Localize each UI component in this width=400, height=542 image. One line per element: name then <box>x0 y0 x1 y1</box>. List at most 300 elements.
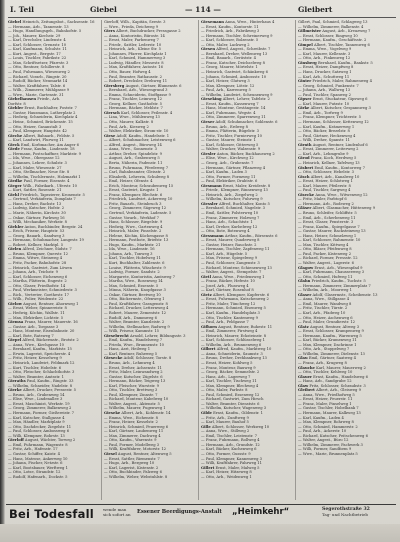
entry-text: — Otto, Tischler, Kantenweg 9 <box>201 315 259 320</box>
entry-surname: Giebel <box>8 20 22 24</box>
entry-text: Friedr., Arb. <box>37 97 61 102</box>
entry-text: — Johann, Fischer, Netzstr. 6 <box>8 461 63 466</box>
entry-text: — Ernst, Zimmerer, Leiterweg 2 <box>298 147 359 152</box>
entry-text: — Emma, Plätterin, Bügelstr. 3 <box>201 129 259 134</box>
entry-surname: Ginter <box>298 79 312 84</box>
directory-column-2 <box>104 20 195 502</box>
entry-text: — Otto, Arb., Stoppelweg 7 <box>298 347 350 352</box>
entry-surname: Gisch <box>298 174 310 179</box>
entry-text: — Karl, Maurer, Bauhof 5 <box>201 420 249 425</box>
entry-text: — Louis, Tischler, Fabrikstr. 22 <box>8 56 67 61</box>
entry-text: Gierloff, Wilh., Kapitän, Seestr. 3 <box>104 20 166 24</box>
entry-text: — Max, Klempner, Lötstr. 12 <box>201 83 255 88</box>
directory-column-1 <box>8 20 98 502</box>
entry-text: — Karl, Schlosser, Bolzenstr. 5 <box>201 38 259 43</box>
entry-text: Friedrich, Tapezierer, Kronenstr. 5 <box>20 192 85 197</box>
entry-text: — Karl, Drechsler, Lindenstr. 4 <box>8 38 66 43</box>
directory-column-3 <box>201 20 292 502</box>
entry-surname: Gillmeister <box>298 29 322 34</box>
entry-text: — Otto, Maurer, Kalkstr. 8 <box>104 120 154 125</box>
entry-text: — Hans, Drucker, Satzweg 1 <box>298 70 352 75</box>
entry-text: — Emil, Heizer, Ofenstr. 4 <box>104 179 153 184</box>
entry-text: Anna, Wwe., Hinterhaus 4 <box>225 20 275 24</box>
entry-surname: Giesecke <box>104 356 123 361</box>
entry-text: — Heinrich, Arb., Kleine Str. 5 <box>104 47 161 52</box>
entry-surname: Gifhorn <box>201 324 217 329</box>
entry-text: — Hermann, Schmied, Eisenweg 5 <box>201 306 266 311</box>
entry-surname: Giesler <box>201 151 216 156</box>
entry-text: — Karl, Kaufmann, Schulstr. 11 <box>8 47 67 52</box>
entry-text: — Karl, Arb., Pfadweg 10 <box>298 311 346 315</box>
entry-text: — Karl, Heizer, Hitzeweg 8 <box>201 470 252 475</box>
entry-text: — Franz, Kaufm., Spiegelgasse 7 <box>298 224 360 229</box>
entry-text: — Erich, Friseur, Hauptstr. 53 <box>8 229 65 234</box>
entry-surname: Glau <box>298 356 308 361</box>
entry-text: — Otto, Arb., Weidenweg 1 <box>201 474 252 479</box>
entry-text: — Frieda, Wwe., Brunnenstr. 10 <box>104 342 165 347</box>
entry-text: — Robert, Maurer, Zementstr. 12 <box>104 311 167 315</box>
entry-text: Anton, Buchbinder, Bergstr. 24 <box>24 224 83 229</box>
entry-text: — Emil, Maurer, Wandweg 8 <box>298 301 352 306</box>
entry-text: — Kurt, Sattler, Rosenstr. 21 <box>8 188 62 193</box>
entry-text: Anna, Wwe., Witwenweg 12 <box>315 192 368 197</box>
entry-text: — Fritz, Tischler, Türstr. 2 <box>298 306 348 311</box>
entry-text: Heinrich, Zeitungsbot., Sachsenstr. 16 <box>22 20 95 24</box>
entry-text: Emil, Korbmacher, Am Anger 6 <box>20 142 79 147</box>
entry-text: — Ernst, Gastwirt, Krugstr. 1 <box>104 188 159 193</box>
entry-text: — Otto, Bläser, Pfeifenweg 8 <box>298 247 352 252</box>
entry-text: — Paul, Beamter, Rathausstr. 2 <box>104 74 163 79</box>
entry-text: — Richard, Kutscher, Peitschenweg 6 <box>298 433 368 438</box>
entry-text: — Bernhard, Schmied, Nagelstr. 3 <box>201 206 266 211</box>
entry-text: — Heinrich, Gastwirt, Schänkweg 6 <box>201 70 268 75</box>
entry-text: — Otto, Glaser, Friedhofstr. 14 <box>8 283 66 288</box>
entry-text: — Wilhelm, Zimmerer, Balkenstr. 4 <box>298 24 364 29</box>
entry-text: — Josef, Arb., Flussweg 4 <box>201 283 249 288</box>
entry-text: — Gustav, Arb., Torgasse 3 <box>8 324 59 329</box>
entry-text: — Otto, Buchbinder, Falzweg 6 <box>104 470 162 475</box>
entry-text: — Georg, Zimmerer, Balkenweg 2 <box>8 406 72 411</box>
entry-surname: Gieger <box>8 183 22 188</box>
entry-text: — Paul, Schmied, Essenweg 12 <box>201 392 260 397</box>
entry-text: Ernst, Maler, Malweg 5 <box>215 465 260 470</box>
entry-text: — Otto, Bauer, Hofweg 4 <box>104 70 151 75</box>
entry-text: — Franz, Bäcker, Hefestr. 10 <box>201 279 255 284</box>
entry-text: — Max, Friseur, Spiegelweg 9 <box>201 256 258 261</box>
entry-text: — Franz, Maler, Pinselweg 1 <box>298 401 352 406</box>
entry-text: — Paul, Fuhrmann, Wiesenweg 2 <box>8 70 70 75</box>
entry-text: — Wilhelm, Kutscher, Fuhrweg 9 <box>201 197 263 202</box>
entry-text: — Kurt, Tischler, Hobelstr. 6 <box>8 365 62 370</box>
entry-text: — Ernst, Schlosser, Krampenweg 9 <box>298 329 364 334</box>
entry-text: Ernst, Kaufm., Gildenstr. 1 <box>213 411 263 416</box>
entry-text: — Ludwig, Former, Sandstr. 2 <box>104 270 160 275</box>
entry-text: — Hermann, Arb., Rodeweg 2 <box>298 201 354 206</box>
entry-text: — Heinrich, Schmied, Feuerweg 6 <box>104 424 169 429</box>
advertisement-rule <box>6 504 396 505</box>
entry-text: — Helene, Köchin, Küchengasse 8 <box>104 233 168 238</box>
entry-text: Albert, Bahnarb., Feldstr. 5 <box>23 133 75 138</box>
entry-text: — Richard, Former, Pressstr. 12 <box>298 256 358 261</box>
page-binding-edge <box>0 0 5 542</box>
entry-text: Albert, Arb., Kanalweg 10 <box>310 174 360 179</box>
entry-text: Albert, Buchdrucker, Pressgasse 2 <box>116 29 181 34</box>
entry-text: Gillert, Paul, Schmied, Schlagweg 13 <box>298 20 368 24</box>
entry-text: — Gustav, Maurer, Steinstr. 1 <box>201 138 256 143</box>
entry-text: — Hermann, Bäcker, Teigweg 13 <box>104 379 166 384</box>
entry-text: — Wilhelm, Stellmacher, Radweg 9 <box>104 324 170 329</box>
entry-text: — Otto, Tischler, Brettweg 3 <box>104 388 158 393</box>
entry-text: — Otto, Lotse, Strandstr. 12 <box>8 470 61 475</box>
entry-text: August, Rentner, Lindenhof 6 <box>312 142 368 147</box>
entry-surname: Gläser <box>298 206 312 211</box>
entry-text: — Karl, Schmied, Hammerweg 3 <box>104 56 166 61</box>
entry-text: — Max, Elektriker, Lichtstr. 5 <box>8 315 64 320</box>
entry-text: — Erich, Monteur, Schraubenweg 15 <box>104 183 174 188</box>
entry-text: — Georg, Zimmerer, Sägeweg 12 <box>104 206 167 211</box>
entry-text: — August, Arb., Grabenweg 5 <box>104 156 160 161</box>
entry-text: — Franz, Kutscher, Deichselweg 8 <box>201 60 266 65</box>
entry-surname: Gipser <box>298 97 312 102</box>
entry-surname: Giers <box>104 29 115 34</box>
entry-text: — Wilhelm, Maurer, Fugenweg 1 <box>104 406 166 411</box>
entry-text: — Fritz, Heizer, Kesselweg 9 <box>8 356 62 361</box>
advertisement-headline: Bei Todesfall <box>9 507 94 521</box>
entry-text: Friedrich, Maler, Rahmenweg 4 <box>312 79 372 84</box>
entry-text: Ernst, Kaufm., Handelsweg 6 <box>313 374 368 379</box>
entry-text: — Walter, Angest., Büro 12 <box>298 438 349 443</box>
entry-text: — Paul, Packer, Kistenweg 2 <box>298 251 352 256</box>
entry-text: — Berta, Näherin, Fadenstr. 11 <box>104 160 163 165</box>
entry-text: — Emil, Fuhrmann, Wagenstr. 8 <box>8 442 68 447</box>
entry-text: — Hans, Arb., Schachtstr. 1 <box>201 220 253 225</box>
entry-text: — Ernst, Maschinist, Werkstr. 19 <box>8 401 70 406</box>
entry-surname: Giesemann <box>201 20 224 24</box>
entry-text: — Margarete, Kontoristin, Amtsweg 7 <box>104 274 176 279</box>
entry-text: — Ernst, Fuhrmann, Kutschenweg 2 <box>201 297 269 302</box>
entry-text: — Bruno, Fuhrmann, Pferdeweg 7 <box>104 165 169 170</box>
entry-text: — Robert, Kellner, Marktpl. 5 <box>8 242 64 247</box>
entry-text: — Marie, Näherin, Kirchstr. 30 <box>8 210 66 215</box>
entry-text: — Robert, Drechsler, Drehweg 11 <box>104 79 168 84</box>
entry-surname: Gisbert <box>298 165 314 170</box>
entry-text: — Otto, Stellmacher, Neue Str. 8 <box>8 170 70 175</box>
entry-text: — Johannes, Pfarrer, Kirchplatz 1 <box>104 51 167 56</box>
entry-text: — Minna, Näherin, Knopfgasse 3 <box>104 288 166 293</box>
entry-text: Arthur, Kaufm., Börsenstr. 6 <box>224 233 278 238</box>
entry-text: — Wilhelm, Weber, Webstuhlstr. 8 <box>104 474 168 479</box>
directory-column-4 <box>298 20 394 502</box>
entry-text: Friedrich, Kaufm., Tuchstr. 5 <box>311 279 366 284</box>
entry-surname: Gille <box>201 424 211 429</box>
entry-text: — Otto, Maler, Farbstr. 8 <box>201 388 248 393</box>
entry-text: — Hedwig, Köchin, Wallstr. 11 <box>8 311 65 315</box>
entry-text: — Karl, Maler, Wiesenstr. 27 <box>8 165 62 170</box>
entry-text: — Max, Schmied, Essenstr. 5 <box>104 283 159 288</box>
entry-text: — Anna, Wwe., Kirchgasse 10 <box>8 342 64 347</box>
entry-text: — Lina, Wwe., Mühlenweg 13 <box>104 115 160 120</box>
entry-text: — Ernst, Kaufm., Kontorstr. 11 <box>201 24 259 29</box>
entry-text: — Johannes, Lehrer, Schulstr. 3 <box>8 160 67 165</box>
entry-text: — Bruno, Arb., Grubenweg 14 <box>8 392 65 397</box>
entry-surname: Glaser <box>298 292 312 297</box>
entry-text: — Walter, Angest., Aktenstr. 5 <box>104 401 160 406</box>
entry-text: — Hans, Schlosser, Riegelstr. 9 <box>104 220 163 225</box>
entry-text: Albert, Arb., Gleisweg 9 <box>316 388 361 393</box>
entry-text: — Georg, Kellner, Gasthofstr. 5 <box>104 101 163 106</box>
entry-text: Ernst, Stuckateur, Gipsweg 6 <box>312 97 368 102</box>
entry-text: Fritz, Schlosser, Schraubstr. 3 <box>309 383 366 388</box>
entry-text: — Franz, Arb., Krugweg 8 <box>298 361 347 366</box>
entry-text: August, Wächter, Torweg 2 <box>24 438 76 443</box>
entry-text: — Karl, Tischler, Tischweg 11 <box>201 379 257 384</box>
entry-text: — Paul, Schlosser, Zangenstr. 3 <box>201 260 260 265</box>
entry-text: — Otto, Dachdecker, Ziegelstr. 11 <box>8 424 72 429</box>
entry-text: Ernst, Buchhalter, Poststr. 7 <box>24 106 77 111</box>
entry-text: — Max, Händler, Marktplatz 9 <box>8 420 65 425</box>
entry-text: Albert, Kutscher, Gespannweg 3 <box>310 106 371 111</box>
entry-surname: Giehler <box>8 224 24 229</box>
entry-text: — Walter, Elektriker, Strom-str. 10 <box>104 129 169 134</box>
entry-text: — Franz, Klempner, Trichterstr. 5 <box>298 115 361 120</box>
entry-text: — Walter, Kraftfahrer, Talstr. 6 <box>8 83 66 88</box>
entry-text: — Hugo, Kaufm., Marktstr. 21 <box>104 242 161 247</box>
entry-text: — Paul, Tischler, Spanweg 2 <box>298 92 351 97</box>
entry-text: — Karl, Schlosser, Grenzstr. 10 <box>8 42 67 47</box>
entry-text: — Karl, Kaufm., Handelsplatz 3 <box>201 311 260 315</box>
entry-text: — Walter, Beamter, Kanzleistr. 2 <box>104 320 165 325</box>
entry-text: Adolf, Glasermstr., Scheibenstr. 13 <box>312 292 378 297</box>
entry-text: — Elisabeth, Lehrerin, Schulweg 8 <box>104 174 170 179</box>
entry-surname: Giebler <box>8 106 24 111</box>
entry-text: — Paul, Werkmeister, Schmiedestr. 3 <box>8 288 77 293</box>
entry-text: — Oskar, Gärtner, Parkweg 16 <box>8 215 65 220</box>
entry-surname: Gieraths <box>8 379 26 384</box>
advertisement-address: Segerothstraße 32 <box>322 507 370 512</box>
entry-text: — Paul, Gärtner, Heckenweg 4 <box>298 133 356 138</box>
column-divider <box>198 20 199 500</box>
entry-text: — Wwe., Marie, Gartenstr. 31 <box>8 92 64 97</box>
entry-surname: Gieche <box>8 133 23 138</box>
entry-text: — Karl, Schlosser, Rahmenstr. 10 <box>298 238 361 243</box>
entry-text: — Otto, Schmied, Hammerstr. 2 <box>298 424 358 429</box>
entry-text: — Richard, Drucker, Letternweg 4 <box>104 306 169 311</box>
entry-text: — Ernst, Schlosser, Ringweg 10 <box>298 33 358 38</box>
entry-text: — Karl, Fuhrmann, Chausseeweg 3 <box>298 270 365 275</box>
entry-text: Alfred, Kaufm., Marktweg 10 <box>216 347 272 352</box>
entry-text: — Wilhelm, Zimmerer, Dielenstr. 13 <box>298 351 365 356</box>
entry-text: — Hans, Heizer, Schmelzweg 1 <box>298 233 357 238</box>
entry-text: — Emma, Wwe., Vogelweg 9 <box>298 47 352 52</box>
entry-text: — Hedwig, Wwe., Gartenweg 4 <box>104 224 163 229</box>
entry-text: — Franz, Klempner, Blechstr. 6 <box>104 192 163 197</box>
entry-surname: Giessler <box>201 201 218 206</box>
entry-text: — Karl, Kaufm., Krämerweg 1 <box>298 124 355 129</box>
entry-text: — Karl, Bäcker, Kuchenweg 6 <box>201 447 257 452</box>
entry-text: — Hermann, Bäcker, Mehlstr. 7 <box>104 106 163 111</box>
entry-text: Alfred, Buchhalter, Konto 5 <box>218 201 270 206</box>
entry-surname: Giedke <box>8 179 23 184</box>
entry-text: — Friedr., Sattler, Lederstr. 10 <box>104 42 162 47</box>
entry-text: — Karl, Tischler, Hobelweg 11 <box>104 256 161 261</box>
entry-text: August, Rentner, Ahornweg 1 <box>23 301 79 306</box>
entry-text: — Hedwig, Schneiderin, Kirchplatz 4 <box>8 115 78 120</box>
entry-text: — Paul, Former, Modellweg 3 <box>104 442 160 447</box>
entry-text: — Karl, Fleischer, Wurststr. 9 <box>104 383 159 388</box>
entry-text: — Hans, Arb., Sandgrube 12 <box>298 379 352 384</box>
entry-text: — Johann, Arb., Teichstr. 9 <box>8 270 58 275</box>
entry-text: — Willi, Kraftfahrer, Fahrweg 11 <box>201 461 262 466</box>
entry-text: — Karl, Arb., Hügelstr. 5 <box>201 251 248 256</box>
entry-surname: Gieseke <box>104 411 121 416</box>
entry-text: — Martha, Wwe., Rosenweg 14 <box>104 279 163 284</box>
entry-text: — Georg, Bauarb., Sandweg 3 <box>8 233 65 238</box>
entry-text: — Bruno, Klempner, Querstr. 12 <box>8 251 68 256</box>
entry-text: — Richard, Gastwirt, Zum Hirsch <box>201 397 264 402</box>
entry-text: — Hermann, Postschaffner, Marktstr. 9 <box>8 151 82 156</box>
entry-text: — Otto, Former, Formweg 11 <box>201 174 256 179</box>
entry-text: — Max, Zimmerer, Dachweg 4 <box>104 433 161 438</box>
entry-text: — Hermann, Gärtner, Pflanzweg 4 <box>201 165 266 170</box>
entry-text: — Hermann, Former, Gießereistr. 7 <box>8 411 75 416</box>
entry-text: — Hans, Dreher, Bachstr. 13 <box>8 201 62 206</box>
entry-text: — Wilhelm, Tischlermstr., Holzmarkt 1 <box>8 174 81 179</box>
entry-text: — Karl, Schlosser, Eichenweg 6 <box>8 274 68 279</box>
entry-text: — Wilhelm, Schneider, Nadelstr. 8 <box>8 383 73 388</box>
entry-text: Franz, Koch, Herdweg 5 <box>310 156 357 161</box>
advertisement-phone: Tag- und Nachtbetrieb <box>322 512 368 517</box>
page-header <box>10 5 394 17</box>
entry-text: — Hermann, Tischler, Zapfenweg 11 <box>201 247 270 252</box>
entry-surname: Giehl <box>8 192 19 197</box>
entry-text: Alfred, Zeichner, Südstr. 7 <box>22 247 72 252</box>
entry-text: — Karl, Schlosser, Gitterweg 5 <box>201 142 259 147</box>
entry-text: — Anna, Kontoristin, Bürostr. 14 <box>104 33 165 38</box>
entry-text: — Hermann, Kaufm., Geschäftsstr. 2 <box>298 38 367 43</box>
entry-text: — Otto, Rentner, Schillerstr. 8 <box>8 65 65 70</box>
entry-text: — Fritz, Bauarb., Steinbruch 3 <box>104 201 162 206</box>
entry-text: — Willi, Friseur, Kammstr. 15 <box>104 329 160 334</box>
entry-text: — Gertrud, Verkäuferin, Ladenstr. 5 <box>104 210 172 215</box>
entry-text: Albert, Schlosser, Werkweg 10 <box>211 424 270 429</box>
entry-surname: Gielow <box>8 301 22 306</box>
entry-text: August, Rentner, Ruhestr. 11 <box>218 324 273 329</box>
entry-text: — Bernhard, Dreher, Wellenweg 13 <box>201 51 268 56</box>
entry-text: — Arthur, Dreher, Spindelstr. 9 <box>104 151 162 156</box>
entry-surname: Giese <box>104 133 116 138</box>
entry-text: — Otto, Tischler, Kehlweg 10 <box>298 370 353 375</box>
entry-text: — Richard, Vorarb., Ringstr. 20 <box>8 74 67 79</box>
entry-text: — Otto, Heizer, Gasanstalt 3 <box>8 124 62 129</box>
entry-text: — Hermann, Schlosser, Kettenweg 12 <box>298 120 369 125</box>
entry-text: — Otto, Bote, Botenweg 4 <box>201 229 250 234</box>
entry-text: — Emma, Schneiderin, Stoffgasse 9 <box>104 92 171 97</box>
entry-text: — Otto, Bäcker, Brezelstr. 8 <box>298 129 350 134</box>
entry-surname: Giesebrecht <box>104 333 129 338</box>
entry-surname: Glaw <box>298 383 309 388</box>
entry-text: — Ernst, Heizer, Feuerstr. 11 <box>298 397 353 402</box>
entry-text: — Albert, Schuhmacher, Leistenweg 6 <box>104 138 176 143</box>
entry-text: — Karl, Kaufm., Laden 4 <box>298 415 344 420</box>
entry-surname: Girnth <box>298 142 312 147</box>
entry-text: — Heinrich, Gastwirt, Zum Löwen <box>8 265 72 270</box>
entry-text: — Karl, Kutscher, Stallgasse 4 <box>8 415 65 420</box>
entry-text: — Franz, Zimmerer, Holzweg 7 <box>201 215 260 220</box>
entry-text: — Hermann, Postbote, Briefstr. 13 <box>104 238 169 243</box>
entry-text: Anna, Wwe., Friedensweg 1 <box>212 274 265 279</box>
entry-text: — Hermann, Maurer, Kalkweg 13 <box>298 411 361 416</box>
entry-surname: Gilbert <box>201 347 216 352</box>
entry-text: — Max, Klempner, Dachrinne 1 <box>298 342 357 347</box>
advertisement-contact <box>322 507 396 517</box>
entry-text: — Fritz, Maler, Farbtopf 6 <box>298 197 347 202</box>
entry-text: — Heinrich, Kellner, Tafelweg 13 <box>298 160 360 165</box>
entry-text: — Karl, Kaufm., Laden 3 <box>201 170 247 175</box>
entry-text: — Anna, Wwe., Stillgasse 4 <box>298 297 350 302</box>
entry-text: — Emil, Tischler, Leistenstr. 7 <box>201 433 257 438</box>
entry-text: Adolf, Schlosser, Torstr. 8 <box>123 356 172 361</box>
entry-text: — Willi, Kraftfahrer, Motorstr. 12 <box>104 447 167 452</box>
entry-text: — Otto, Schmied, Hufweg 11 <box>298 274 353 279</box>
entry-text: — Karl, Gärtner, Rosenhof 8 <box>201 288 254 293</box>
advertisement-company-prefix: Essener Beerdigungs-Anstalt <box>137 509 222 515</box>
entry-surname: Gierloff <box>8 438 24 443</box>
entry-text: Alfred, Bäckermstr., Brotstr. 2 <box>22 338 79 343</box>
entry-text: — Gustav, Vorarb., Werkhof 7 <box>104 215 160 220</box>
entry-text: — Hans, Arb., Lagerweg 7 <box>201 374 251 379</box>
entry-text: — Max, Schriftsetzer, Pfarrstr. 3 <box>8 60 69 65</box>
entry-text: — Karl, Bootsbauer, Werftweg 1 <box>8 465 68 470</box>
entry-text: — Fritz, Packer, Bahnhofstr. 28 <box>8 260 67 265</box>
entry-text: — Kurt, Angest., Bergstr. 17 <box>8 51 61 56</box>
entry-text: — Anna, Wwe., Stillweg 2 <box>201 429 250 434</box>
entry-text: — Hermann, Zimmerer, Zimmerplatz 7 <box>298 283 371 288</box>
entry-surname: Glagow <box>298 265 314 270</box>
entry-text: Ernst, Maler, Kreidestr. 8 <box>222 183 271 188</box>
entry-text: — Wilhelm, Landwirt, Scheunenweg 9 <box>201 92 273 97</box>
entry-text: — Heinrich, Landwirt, Feldmark 12 <box>8 361 75 366</box>
entry-text: — Walter, Drucker, Walzenstr. 9 <box>201 147 261 152</box>
entry-text: Paul, Kaufm., Ringstr. 33 <box>26 379 74 384</box>
entry-text: — Fritz, Maler, Leinwandweg 2 <box>104 370 163 375</box>
entry-surname: Gieser <box>201 120 215 125</box>
entry-text: — Otto, Former, Gussstr. 9 <box>201 451 251 456</box>
entry-text: — Karl, Bäcker, Krumenweg 11 <box>298 338 357 343</box>
entry-text: August, Rentner, Altweg 3 <box>309 324 360 329</box>
entry-text: — Karl, Dreher, Kurbelweg 12 <box>201 224 258 229</box>
entry-text: — Friedrich, Landwirt, Ackerweg 10 <box>104 197 173 202</box>
entry-text: — Oskar, Gärtner, Beetweg 10 <box>104 292 161 297</box>
entry-text: — Gustav, Hausmann, Lutherplatz 2 <box>8 110 76 115</box>
entry-text: — Paul, Arb., Kiesweg 2 <box>104 124 149 129</box>
entry-text: — Emma, Witwe, Steinweg 4 <box>8 256 63 261</box>
entry-text: — Gustav, Kutscher, Zügelstr. 6 <box>104 374 163 379</box>
entry-surname: Girod <box>298 156 310 161</box>
entry-text: Emil, Kaufm., Kontorweg 7 <box>314 165 365 170</box>
entry-text: — Elise, Wwe., Lindenallee 3 <box>8 397 63 402</box>
entry-text: — Hermann, Tischler, Schreinerweg 9 <box>201 33 273 38</box>
entry-text: — Karl, Lagerist, Kistenstr. 2 <box>104 465 159 470</box>
entry-text: — Ernst, Kaufm., Kassenweg 7 <box>201 101 259 106</box>
advertisement-company-name: „Heimkehr“ <box>232 507 290 517</box>
entry-text: — Elise, Wwe., Kirchweg 12 <box>201 156 254 161</box>
entry-text: — Friedr., Klempner, Rinnenweg 13 <box>201 188 268 193</box>
entry-text: — Rudolf, Arb., Dammweg 6 <box>104 315 158 320</box>
entry-text: — Karl, Rentner, Ruheweg 5 <box>104 351 158 356</box>
entry-text: — Richard, Monteur, Kabelweg 10 <box>104 397 169 402</box>
page-bottom-edge <box>0 524 400 542</box>
entry-text: — Otto, Heizer, Aschenweg 6 <box>298 315 353 320</box>
